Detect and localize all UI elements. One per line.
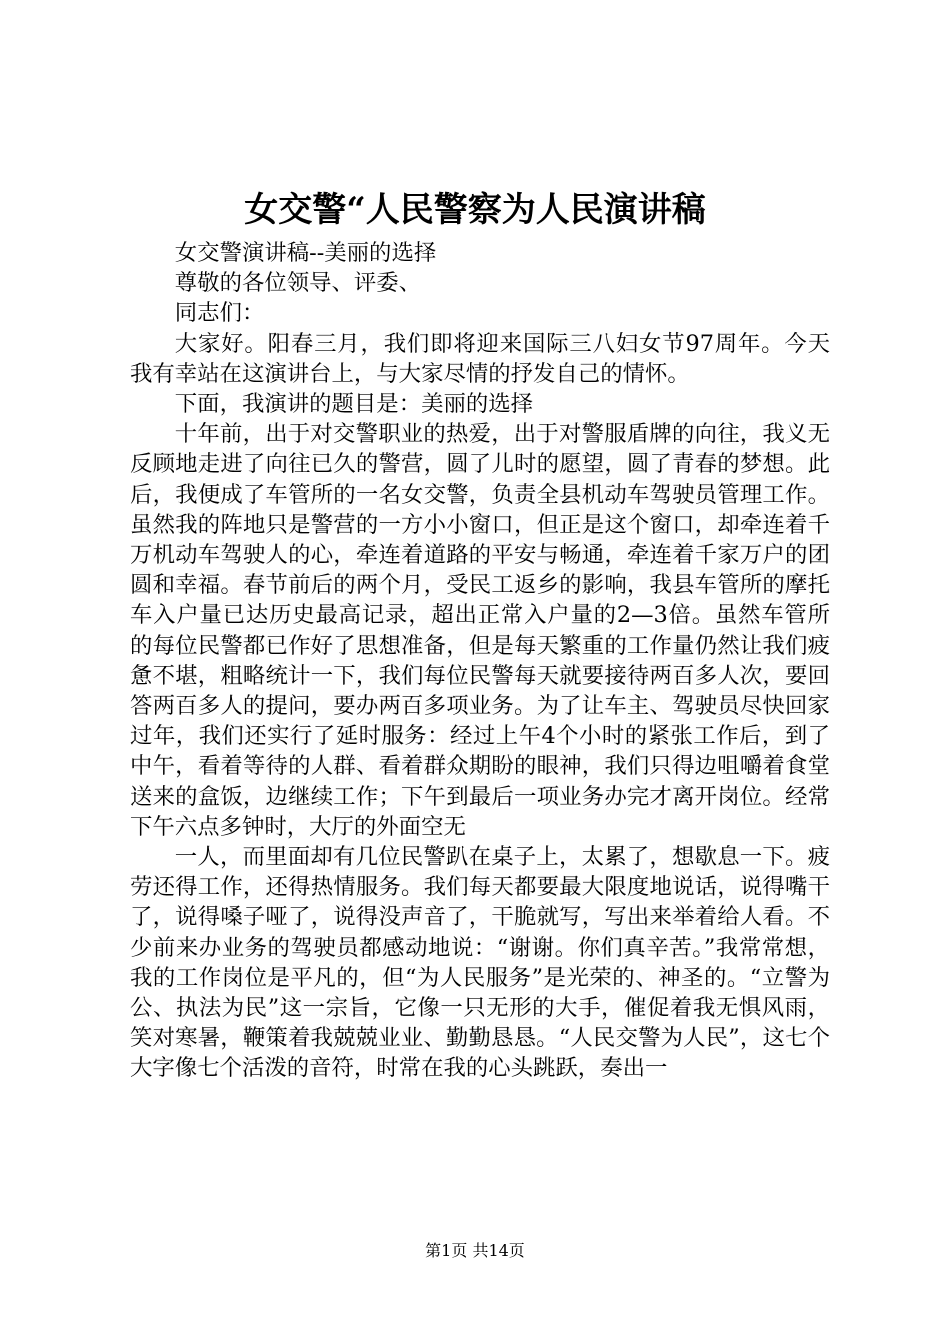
- body-paragraph: 尊敬的各位领导、评委、: [174, 270, 422, 297]
- document-title: 女交警“人民警察为人民演讲稿: [244, 190, 706, 230]
- body-paragraph: 下面，我演讲的题目是：美丽的选择: [174, 391, 534, 418]
- body-paragraph: 十年前，出于对交警职业的热爱，出于对警服盾牌的向往，我义无反顾地走进了向往已久的警营，圆了儿时的愿望，圆了青春的梦想。此后，我便成了车管所的一名女交警，负责全县机动车驾驶员管理工作。虽然我的阵地只是警营的一方小小窗口，但正是这个窗口，却牵连着千万机动车驾驶人的心，牵连着道路的平安与畅通，牵连着千家万户的团圆和幸福。春节前后的两个月，受民工返乡的影响，我县车管所的摩托车入户量已达历史最高记录，超出正常入户量的2—3倍。虽然车管所的每位民警都已作好了思想准备，但是每天繁重的工作量仍然让我们疲惫不堪，粗略统计一下，我们每位民警每天就要接待两百多人次，要回答两百多人的提问，要办两百多项业务。为了让车主、驾驶员尽快回家过年，我们还实行了延时服务：经过上午4个小时的紧张工作后，到了中午，看着等待的人群、看着群众期盼的眼神，我们只得边咀嚼着食堂送来的盒饭，边继续工作；下午到最后一项业务办完才离开岗位。经常下午六点多钟时，大厅的外面空无: [130, 421, 830, 840]
- body-paragraph: 一人，而里面却有几位民警趴在桌子上，太累了，想歇息一下。疲劳还得工作，还得热情服务。我们每天都要最大限度地说话，说得嘴干了，说得嗓子哑了，说得没声音了，干脆就写，写出来举着给人看。不少前来办业务的驾驶员都感动地说：“谢谢。你们真辛苦。”我常常想，我的工作岗位是平凡的，但“为人民服务”是光荣的、神圣的。“立警为公、执法为民”这一宗旨，它像一只无形的大手，催促着我无惧风雨，笑对寒暑，鞭策着我兢兢业业、勤勤恳恳。“人民交警为人民”，这七个大字像七个活泼的音符，时常在我的心头跳跃，奏出一: [130, 844, 830, 1082]
- body-paragraph: 女交警演讲稿--美丽的选择: [174, 240, 437, 266]
- page-number: 第1页 共14页: [425, 1241, 525, 1260]
- body-paragraph: 同志们：: [174, 300, 265, 327]
- body-paragraph: 大家好。阳春三月，我们即将迎来国际三八妇女节97周年。今天我有幸站在这演讲台上，与大家尽情的抒发自己的情怀。: [130, 330, 830, 387]
- document-body: [130, 238, 830, 1084]
